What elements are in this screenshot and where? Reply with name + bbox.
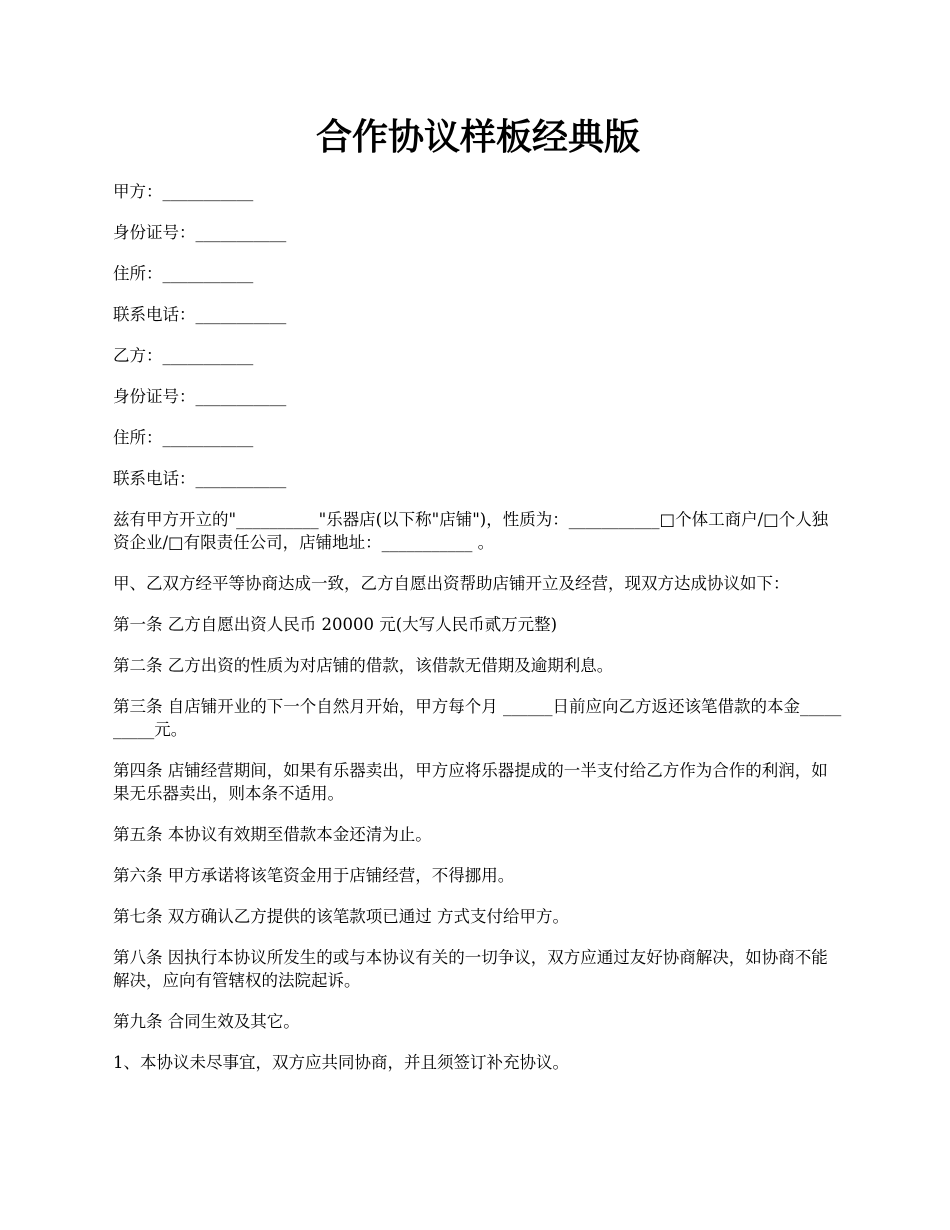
article-1: 第一条 乙方自愿出资人民币 20000 元(大写人民币贰万元整) <box>113 615 558 634</box>
party-a-name: 甲方：___________ <box>113 182 254 201</box>
article-5: 第五条 本协议有效期至借款本金还清为止。 <box>113 825 432 844</box>
article-3: 第三条 自店铺开业的下一个自然月开始，甲方每个月 ______日前应向乙方返还该笔借款的本金__________元。 <box>113 697 842 739</box>
party-b-address: 住所：___________ <box>113 428 254 447</box>
party-a-address: 住所：___________ <box>113 264 254 283</box>
article-8: 第八条 因执行本协议所发生的或与本协议有关的一切争议，双方应通过友好协商解决，如协商不能解决，应向有管辖权的法院起诉。 <box>113 948 828 990</box>
party-a-id-number: 身份证号：___________ <box>113 223 287 242</box>
article-4: 第四条 店铺经营期间，如果有乐器卖出，甲方应将乐器提成的一半支付给乙方作为合作的利润，如果无乐器卖出，则本条不适用。 <box>113 761 828 803</box>
clause-9-1: 1、本协议未尽事宜，双方应共同协商，并且须签订补充协议。 <box>113 1053 569 1072</box>
party-b-phone: 联系电话：___________ <box>113 469 287 488</box>
document-body <box>113 180 843 1092</box>
article-7: 第七条 双方确认乙方提供的该笔款项已通过 方式支付给甲方。 <box>113 907 569 926</box>
agreement-preamble: 甲、乙双方经平等协商达成一致，乙方自愿出资帮助店铺开立及经营，现双方达成协议如下： <box>113 574 790 593</box>
party-a-phone: 联系电话：___________ <box>113 305 287 324</box>
article-2: 第二条 乙方出资的性质为对店铺的借款，该借款无借期及逾期利息。 <box>113 656 614 675</box>
party-b-name: 乙方：___________ <box>113 346 254 365</box>
article-6: 第六条 甲方承诺将该笔资金用于店铺经营，不得挪用。 <box>113 866 515 885</box>
store-description: 兹有甲方开立的"__________"乐器店(以下称"店铺")，性质为：___________□个体工商户/□个人独资企业/□有限责任公司，店铺地址：___________ 。 <box>113 510 829 552</box>
party-b-id-number: 身份证号：___________ <box>113 387 287 406</box>
article-9: 第九条 合同生效及其它。 <box>113 1012 300 1031</box>
document-title: 合作协议样板经典版 <box>315 116 640 158</box>
